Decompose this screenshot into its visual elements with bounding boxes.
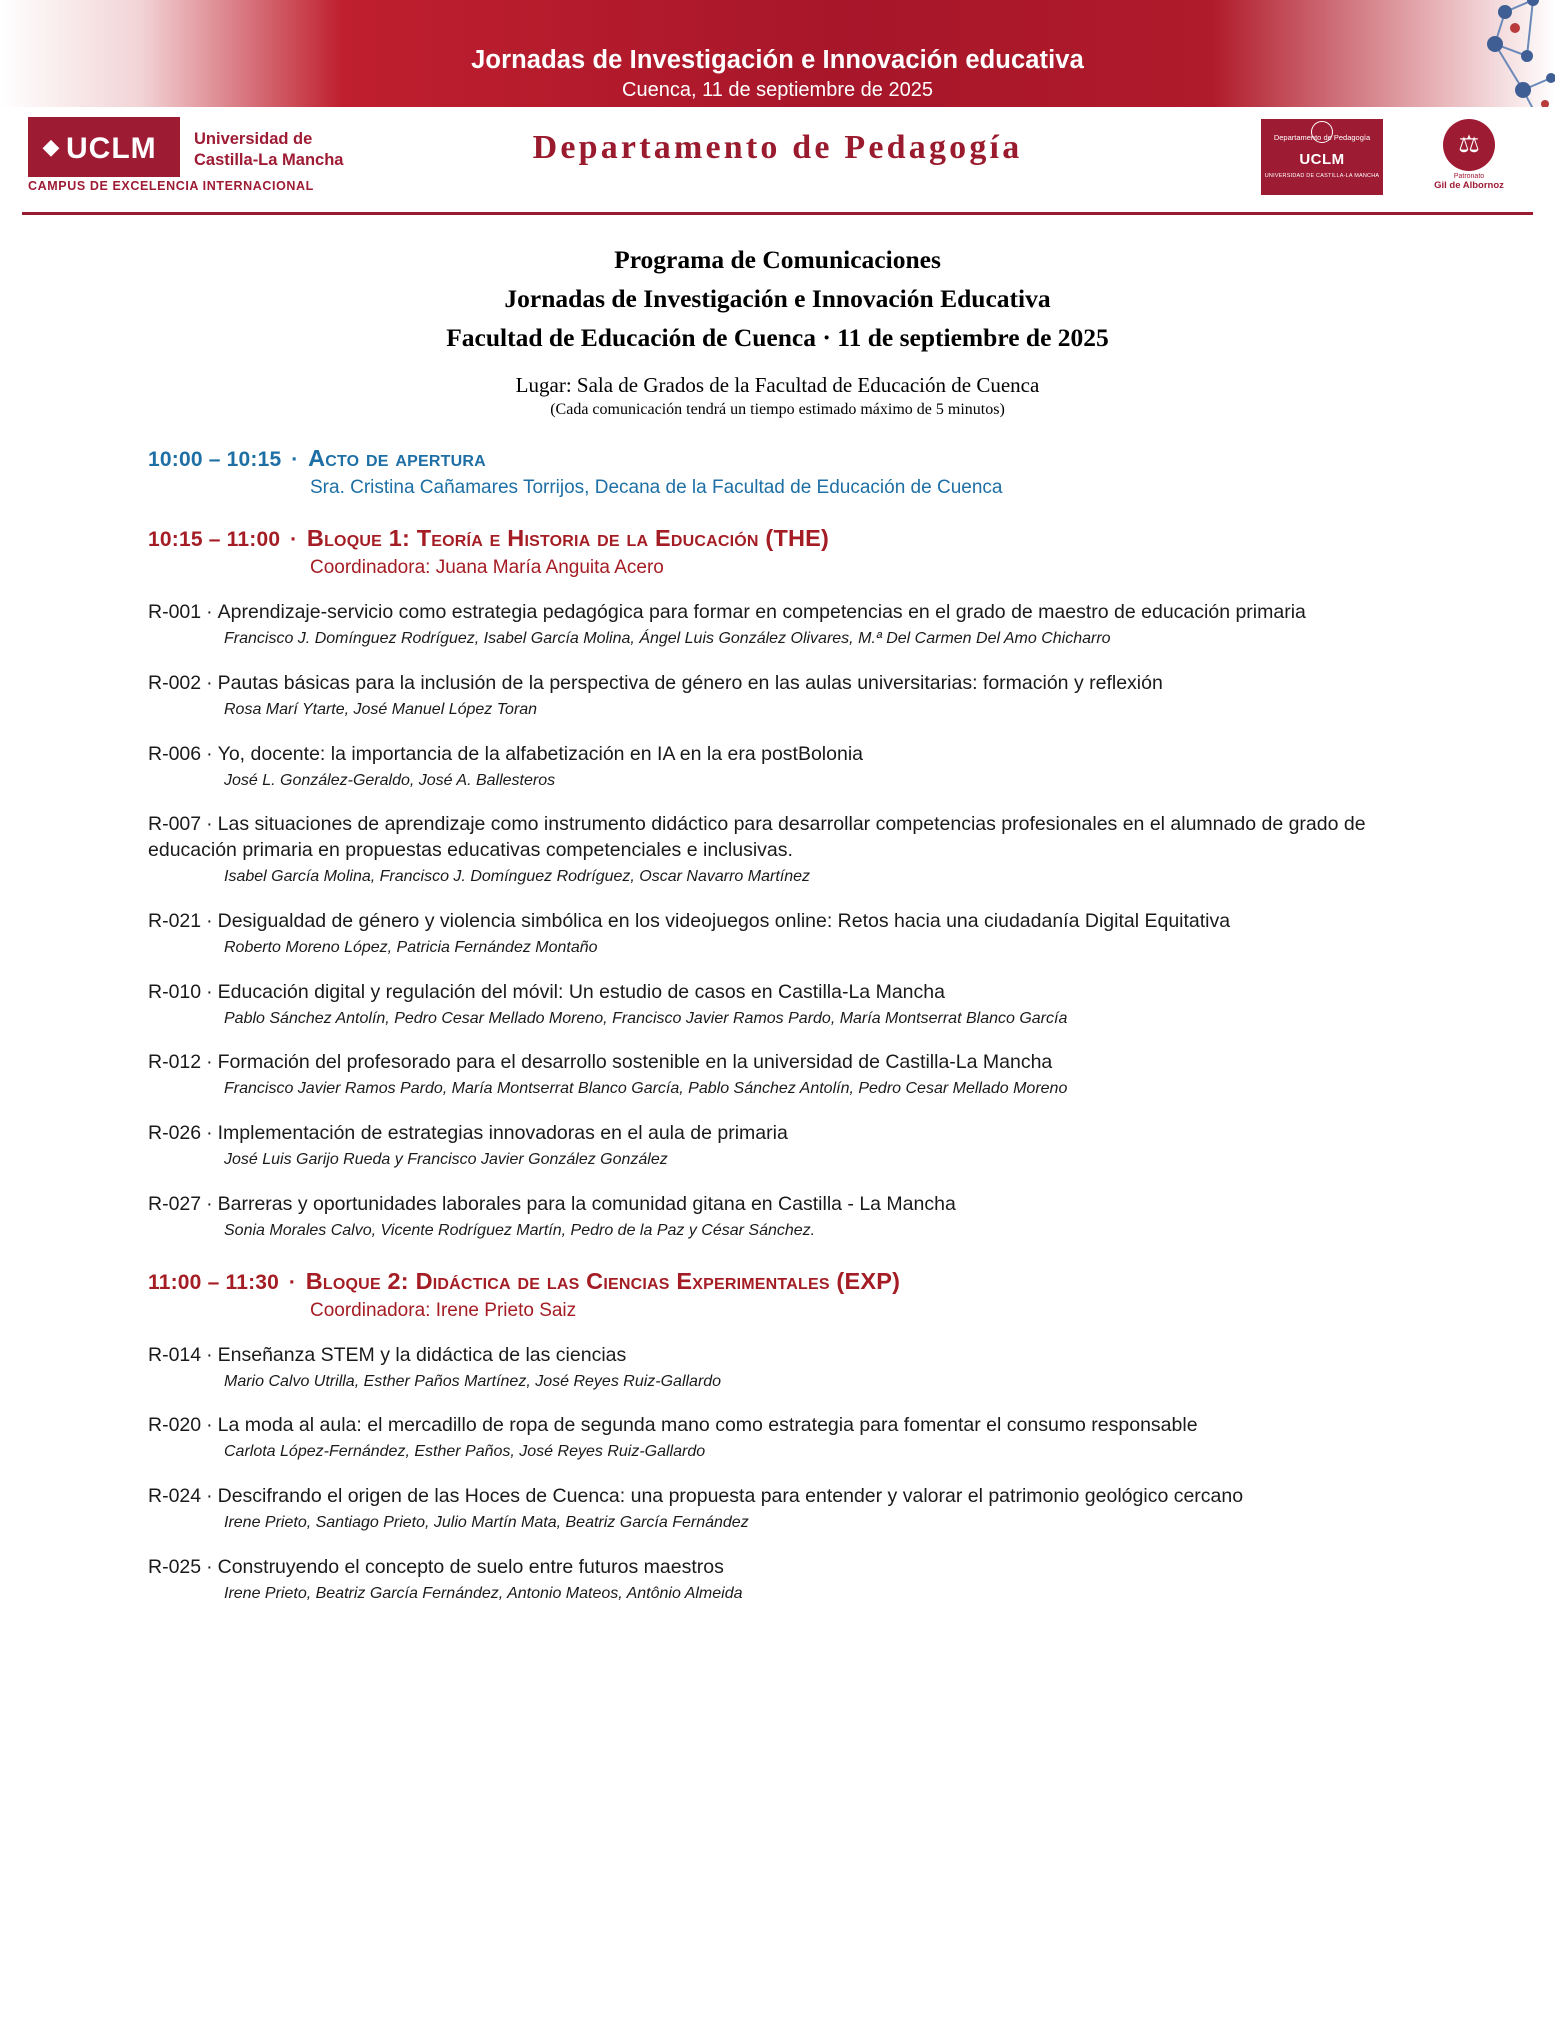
- talk-title: Aprendizaje-servicio como estrategia pedagógica para formar en competencias en el grado de maestro de educación primaria: [217, 601, 1306, 624]
- talk-code: R-012: [148, 1051, 202, 1074]
- talk-item: [96, 600, 1459, 650]
- section-time: 10:15 – 11:00: [148, 528, 281, 552]
- talk-authors: Pablo Sánchez Antolín, Pedro Cesar Mellado Moreno, Francisco Javier Ramos Pardo, María Montserrat Blanco García: [224, 1009, 1068, 1027]
- section-name: Bloque 1: Teoría e Historia de la Educación (THE): [306, 525, 830, 552]
- duration-note: (Cada comunicación tendrá un tiempo estimado máximo de 5 minutos): [550, 401, 1005, 419]
- talk-line: R-012 · Formación del profesorado para el desarrollo sostenible en la universidad de Castilla-La Mancha: [148, 1051, 1053, 1074]
- talk-item: [96, 1555, 1459, 1605]
- section-subtitle: Coordinadora: Irene Prieto Saiz: [310, 1299, 577, 1321]
- talk-code: R-006: [148, 742, 202, 765]
- talk-authors: José Luis Garijo Rueda y Francisco Javier González González: [224, 1151, 668, 1169]
- talk-authors: Mario Calvo Utrilla, Esther Paños Martínez, José Reyes Ruiz-Gallardo: [224, 1372, 722, 1390]
- talk-code: R-001: [148, 601, 202, 624]
- talk-authors: Roberto Moreno López, Patricia Fernández Montaño: [224, 938, 598, 956]
- talk-line: R-024 · Descifrando el origen de las Hoces de Cuenca: una propuesta para entender y valorar el patrimonio geológico cercano: [148, 1485, 1244, 1508]
- uclm-fullname-line1: Universidad de: [194, 130, 313, 148]
- uclm-tagline: CAMPUS DE EXCELENCIA INTERNACIONAL: [28, 177, 368, 195]
- talk-line: R-007 · Las situaciones de aprendizaje como instrumento didáctico para desarrollar competencias profesionales en el alumnado de grado de educación primaria en propuestas educativas competenciales e inclusivas.: [148, 813, 1366, 862]
- page-title-line1: Programa de Comunicaciones: [614, 245, 941, 274]
- talk-authors: Isabel García Molina, Francisco J. Domínguez Rodríguez, Oscar Navarro Martínez: [224, 868, 810, 886]
- department-logo-acronym: UCLM: [1299, 151, 1345, 169]
- talk-code: R-020: [148, 1414, 202, 1437]
- talk-item: [96, 1413, 1459, 1463]
- talk-authors: José L. González-Geraldo, José A. Ballesteros: [224, 771, 556, 789]
- department-logo-bottom: UNIVERSIDAD DE CASTILLA-LA MANCHA: [1264, 173, 1380, 180]
- department-title: Departamento de Pedagogía: [532, 129, 1023, 166]
- talk-code: R-014: [148, 1343, 202, 1366]
- talk-title: Enseñanza STEM y la didáctica de las ciencias: [217, 1343, 627, 1366]
- talk-title: Barreras y oportunidades laborales para la comunidad gitana en Castilla - La Mancha: [217, 1192, 956, 1215]
- section-time: 10:00 – 10:15: [148, 448, 282, 472]
- talk-authors: Sonia Morales Calvo, Vicente Rodríguez Martín, Pedro de la Paz y César Sánchez.: [224, 1221, 816, 1239]
- talk-item: [96, 812, 1459, 888]
- section-separator: ·: [288, 1270, 296, 1294]
- talk-title: Educación digital y regulación del móvil: Un estudio de casos en Castilla-La Mancha: [217, 980, 945, 1003]
- page-title: [96, 241, 1459, 357]
- talk-title: Descifrando el origen de las Hoces de Cuenca: una propuesta para entender y valorar el patrimonio geológico cercano: [217, 1485, 1244, 1508]
- talk-line: R-027 · Barreras y oportunidades laborales para la comunidad gitana en Castilla - La Mancha: [148, 1192, 956, 1215]
- section-subtitle: Sra. Cristina Cañamares Torrijos, Decana de la Facultad de Educación de Cuenca: [310, 477, 1003, 499]
- section-time: 11:00 – 11:30: [148, 1270, 280, 1294]
- talk-code: R-021: [148, 910, 202, 933]
- program-section-bloque-2: [96, 1268, 1459, 1322]
- talk-item: [96, 980, 1459, 1030]
- header-title: Jornadas de Investigación e Innovación educativa: [471, 46, 1084, 74]
- header-subtitle: Cuenca, 11 de septiembre de 2025: [622, 79, 933, 102]
- uclm-fullname-line2: Castilla-La Mancha: [194, 150, 344, 169]
- department-logo-top: Departamento de Pedagogía: [1273, 133, 1371, 142]
- talk-code: R-010: [148, 980, 202, 1003]
- talk-line: R-002 · Pautas básicas para la inclusión de la perspectiva de género en las aulas universitarias: formación y reflexión: [148, 671, 1163, 694]
- talk-title: La moda al aula: el mercadillo de ropa de segunda mano como estrategia para fomentar el consumo responsable: [217, 1414, 1198, 1437]
- talk-line: R-001 · Aprendizaje-servicio como estrategia pedagógica para formar en competencias en el grado de maestro de educación primaria: [148, 601, 1306, 624]
- talk-item: [96, 1343, 1459, 1393]
- talk-line: R-025 · Construyendo el concepto de suelo entre futuros maestros: [148, 1555, 724, 1578]
- talk-line: R-014 · Enseñanza STEM y la didáctica de las ciencias: [148, 1343, 627, 1366]
- department-logo: [1261, 119, 1383, 195]
- talk-line: R-006 · Yo, docente: la importancia de la alfabetización en IA en la era postBolonia: [148, 742, 864, 765]
- talk-authors: Irene Prieto, Santiago Prieto, Julio Martín Mata, Beatriz García Fernández: [224, 1514, 749, 1531]
- talk-title: Formación del profesorado para el desarrollo sostenible en la universidad de Castilla-La Mancha: [217, 1051, 1053, 1074]
- talk-authors: Irene Prieto, Beatriz García Fernández, Antonio Mateos, Antônio Almeida: [224, 1584, 743, 1602]
- talk-item: [96, 1484, 1459, 1534]
- uclm-acronym: UCLM: [66, 132, 157, 165]
- talk-item: [96, 671, 1459, 721]
- talk-code: R-002: [148, 671, 202, 694]
- talk-line: R-010 · Educación digital y regulación del móvil: Un estudio de casos en Castilla-La Mancha: [148, 980, 945, 1003]
- talk-item: [96, 1050, 1459, 1100]
- talk-code: R-024: [148, 1485, 202, 1508]
- talk-line: R-026 · Implementación de estrategias innovadoras en el aula de primaria: [148, 1122, 788, 1145]
- section-name: Acto de apertura: [308, 445, 486, 472]
- talk-authors: Francisco J. Domínguez Rodríguez, Isabel García Molina, Ángel Luis González Olivares, M.ª Del Carmen Del Amo Chicharro: [224, 630, 1111, 648]
- talk-title: Desigualdad de género y violencia simbólica en los videojuegos online: Retos hacia una ciudadanía Digital Equitativa: [217, 910, 1231, 933]
- talk-title: Implementación de estrategias innovadoras en el aula de primaria: [217, 1122, 788, 1145]
- talk-authors: Carlota López-Fernández, Esther Paños, José Reyes Ruiz-Gallardo: [224, 1443, 706, 1461]
- talk-code: R-026: [148, 1122, 202, 1145]
- talk-authors: Rosa Marí Ytarte, José Manuel López Toran: [224, 700, 538, 718]
- patronato-emblem-icon: ⚖: [1443, 119, 1495, 171]
- page-header-band: [0, 0, 1555, 107]
- talk-title: Las situaciones de aprendizaje como instrumento didáctico para desarrollar competencias profesionales en el alumnado de grado de educación primaria en propuestas educativas competenciales e inclusivas.: [148, 813, 1366, 862]
- talk-line: R-020 · La moda al aula: el mercadillo de ropa de segunda mano como estrategia para fomentar el consumo responsable: [148, 1414, 1198, 1437]
- header-band-text: [0, 46, 1555, 105]
- program-section-opening: [96, 445, 1459, 499]
- department-seal-icon: [1311, 121, 1333, 143]
- talk-item: [96, 742, 1459, 792]
- talk-code: R-007: [148, 813, 202, 836]
- patronato-logo: [1415, 119, 1523, 195]
- talk-title: Yo, docente: la importancia de la alfabetización en IA en la era postBolonia: [217, 742, 864, 765]
- section-separator: ·: [290, 528, 298, 552]
- section-header: [96, 525, 1459, 552]
- talk-authors: Francisco Javier Ramos Pardo, María Montserrat Blanco García, Pablo Sánchez Antolín, Pedro Cesar Mellado Moreno: [224, 1080, 1068, 1098]
- talk-item: [96, 909, 1459, 959]
- section-header: [96, 1268, 1459, 1295]
- page-title-line3: Facultad de Educación de Cuenca · 11 de septiembre de 2025: [446, 322, 1109, 352]
- talk-item: [96, 1121, 1459, 1171]
- patronato-line2: Gil de Albornoz: [1434, 180, 1504, 191]
- talk-line: R-021 · Desigualdad de género y violencia simbólica en los videojuegos online: Retos hacia una ciudadanía Digital Equitativa: [148, 910, 1231, 933]
- section-header: [96, 445, 1459, 472]
- uclm-emblem-icon: ◆: [42, 134, 60, 159]
- venue-text: Lugar: Sala de Grados de la Facultad de Educación de Cuenca: [515, 373, 1040, 398]
- section-name: Bloque 2: Didáctica de las Ciencias Experimentales (EXP): [305, 1267, 901, 1294]
- talk-item: [96, 1192, 1459, 1242]
- section-subtitle: Coordinadora: Juana María Anguita Acero: [310, 557, 664, 579]
- logo-row: [0, 107, 1555, 212]
- section-separator: ·: [291, 448, 299, 472]
- talk-title: Pautas básicas para la inclusión de la perspectiva de género en las aulas universitarias: formación y reflexión: [217, 671, 1163, 694]
- program-section-bloque-1: [96, 525, 1459, 579]
- talk-code: R-025: [148, 1555, 202, 1578]
- document-body: [0, 215, 1555, 1625]
- talk-title: Construyendo el concepto de suelo entre futuros maestros: [217, 1555, 724, 1578]
- talk-code: R-027: [148, 1192, 202, 1215]
- patronato-line1: Patronato: [1453, 173, 1485, 180]
- page-title-line2: Jornadas de Investigación e Innovación Educativa: [504, 283, 1051, 313]
